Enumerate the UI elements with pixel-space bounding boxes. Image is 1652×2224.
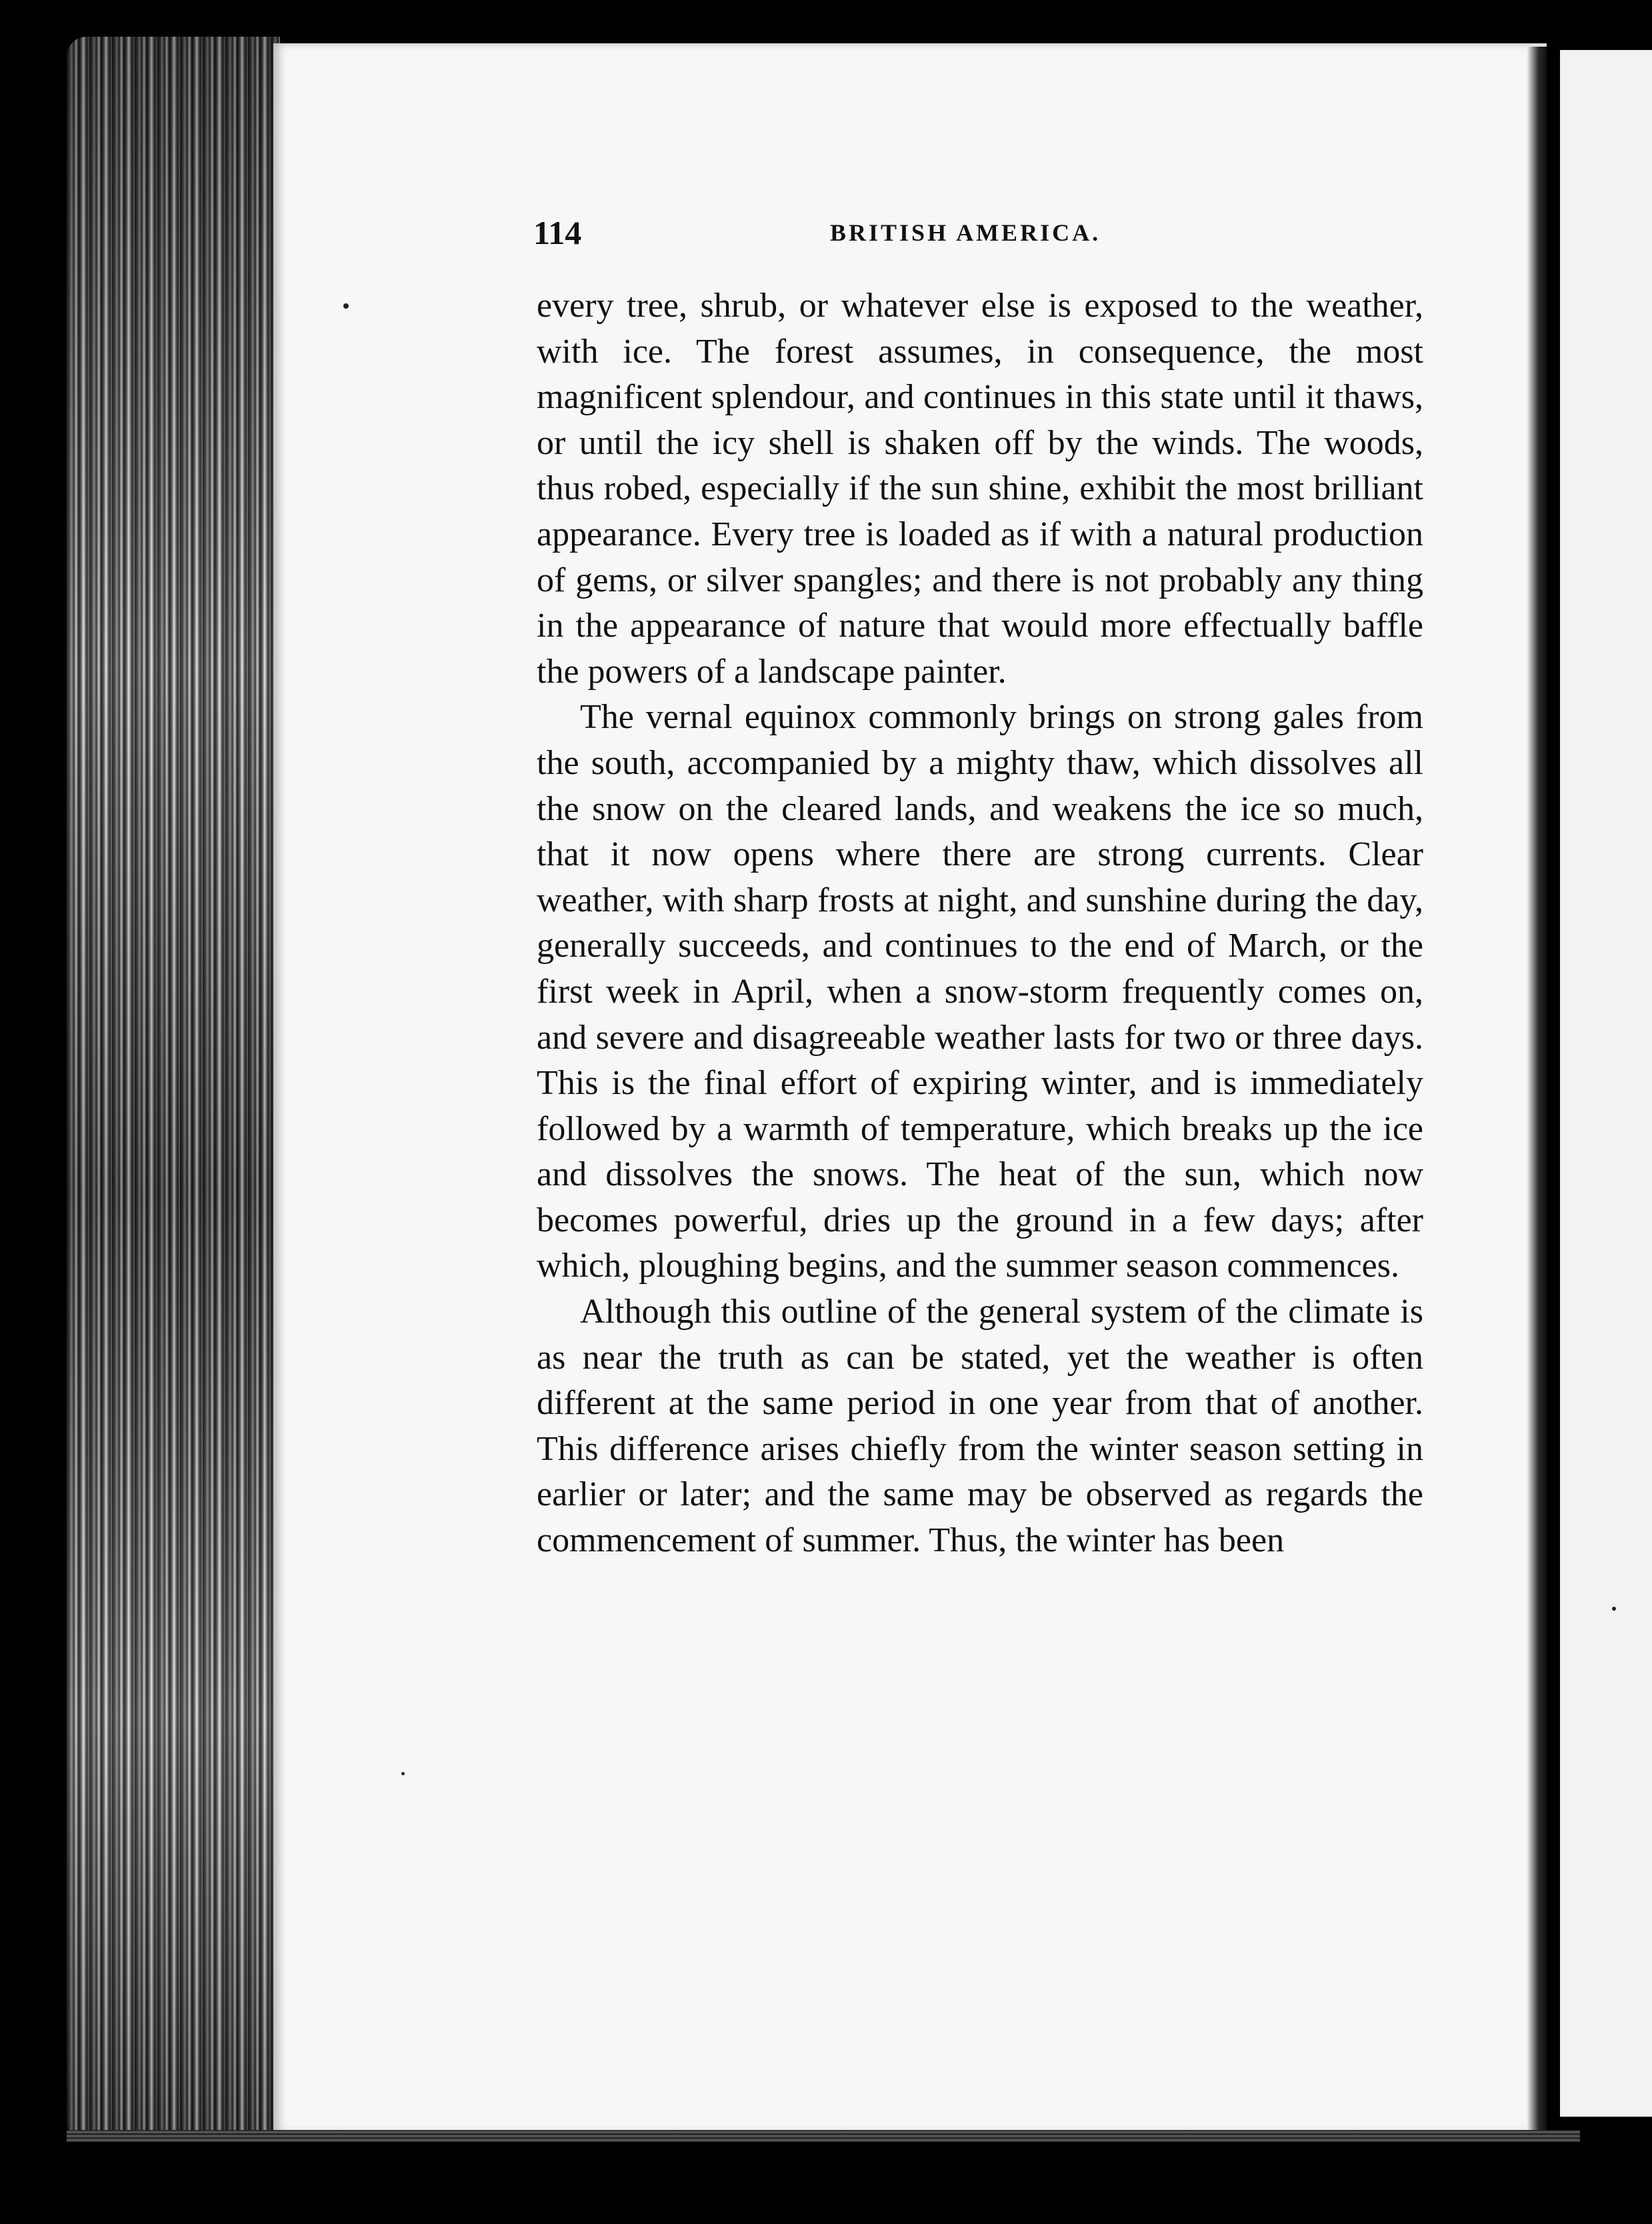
book-page-edges xyxy=(67,37,280,2137)
paragraph: The vernal equinox commonly brings on strong gales from the south, accompanied by a mighty thaw, which dissolves all the snow on the cleared lands, and weakens the ice so much, that it now opens where there are strong currents. Clear weather, with sharp frosts at night, and sunshine during the day, generally succeeds, and continues to the end of March, or the first week in April, when a snow-storm frequently comes on, and severe and disagreeable weather lasts for two or three days. This is the final effort of expiring winter, and is immediately followed by a warmth of temperature, which breaks up the ice and dissolves the snows. The heat of the sun, which now becomes powerful, dries up the ground in a few days; after which, ploughing begins, and the summer season commences. xyxy=(537,698,1423,1285)
book-bottom-edge xyxy=(67,2130,1580,2142)
ink-speck xyxy=(1612,1607,1616,1611)
paragraph: every tree, shrub, or whatever else is exposed to the weather, with ice. The forest assumes, in consequence, the most magnificent splendour, and continues in this state until it thaws, or until the icy shell is shaken off by the winds. The woods, thus robed, especially if the sun shine, exhibit the most brilliant appearance. Every tree is loaded as if with a natural production of gems, or silver spangles; and there is not probably any thing in the appearance of nature that would more effectually baffle the powers of a landscape painter. xyxy=(537,287,1423,691)
facing-page-edge xyxy=(1560,50,1652,2117)
page-number: 114 xyxy=(533,214,582,251)
running-title: BRITISH AMERICA. xyxy=(830,219,1101,246)
body-text xyxy=(537,283,1423,1564)
page-gutter-shadow xyxy=(1527,47,1547,2133)
paragraph: Although this outline of the general system of the climate is as near the truth as can be stated, yet the weather is often different at the same period in one year from that of another. This difference arises chiefly from the winter season setting in earlier or later; and the same may be observed as regards the commencement of summer. Thus, the winter has been xyxy=(537,1293,1423,1560)
running-header xyxy=(533,213,1423,267)
ink-speck xyxy=(401,1772,405,1775)
ink-speck xyxy=(343,303,349,309)
